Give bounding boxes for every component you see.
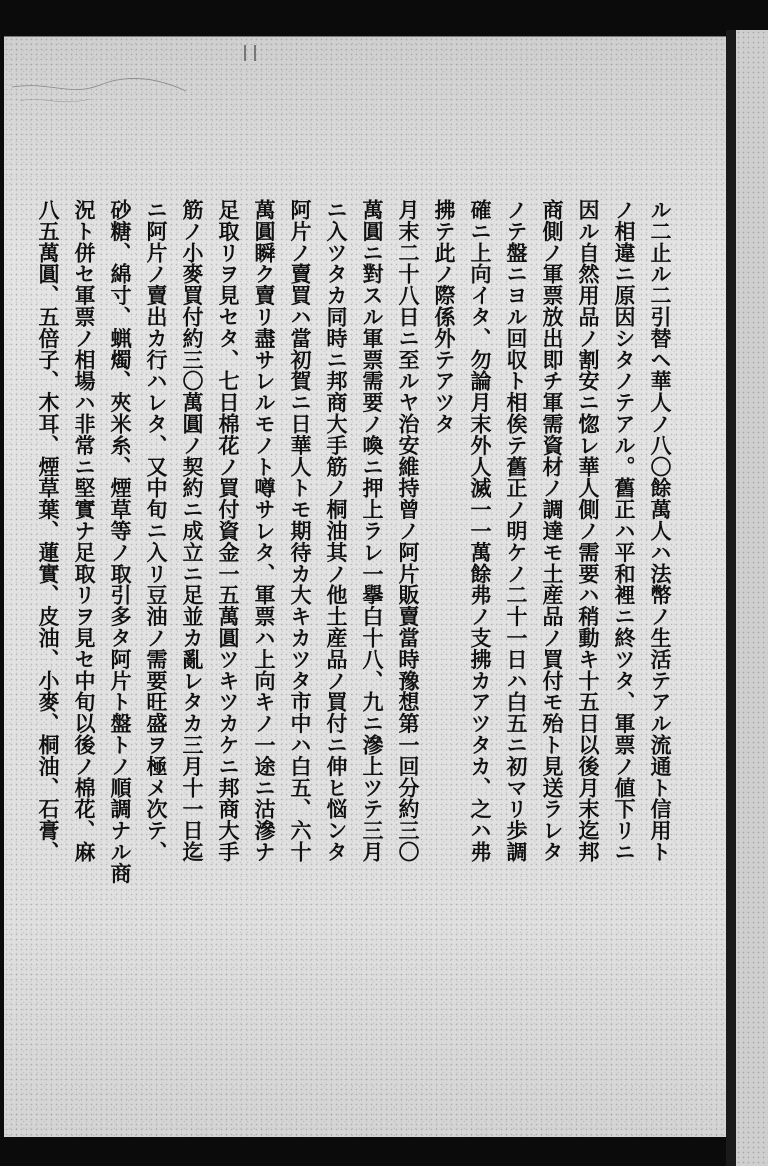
text-column: ノテ盤ニヨル回収ト相俟テ舊正ノ明ケノ二十一日ハ白五ニ初マリ歩調 xyxy=(504,199,529,863)
text-column: ニ入ツタカ同時ニ邦商大手筋ノ桐油其ノ他土産品ノ買付ニ伸ヒ悩ンタ xyxy=(324,199,349,863)
text-column: 八五萬圓、五倍子、木耳、煙草葉、蓮實、皮油、小麥、桐油、石膏、 xyxy=(36,199,61,863)
text-column: 況ト併セ軍票ノ相場ハ非常ニ堅實ナ足取リヲ見セ中旬以後ノ棉花、麻 xyxy=(72,199,97,863)
text-column: 因ル自然用品ノ割安ニ惚レ華人側ノ需要ハ稍動キ十五日以後月末迄邦 xyxy=(576,199,601,863)
text-column: 拂テ此ノ際係外テアツタ xyxy=(432,199,457,435)
fiber-scratch xyxy=(10,77,190,137)
vertical-text-body xyxy=(30,199,678,1099)
text-column: ル二止ル二引替ヘ華人ノ八〇餘萬人ハ法幣ノ生活テアル流通ト信用ト xyxy=(648,199,673,863)
adjacent-page-edge xyxy=(736,30,768,1166)
page-gutter-shadow xyxy=(726,30,736,1166)
text-column: 砂糖、綿寸、蝋燭、夾米糸、煙草等ノ取引多タ阿片ト盤トノ順調ナル商 xyxy=(108,199,133,884)
text-column: 萬圓瞬ク賣リ盡サレルモノト噂サレタ、軍票ハ上向キノ一途ニ沽滲ナ xyxy=(252,199,277,863)
text-column: ノ相違ニ原因シタノテアル。舊正ハ平和裡ニ終ツタ、軍票ノ値下リニ xyxy=(612,199,637,863)
text-column: 足取リヲ見セタ、七日棉花ノ買付資金一五萬圓ツキツカケニ邦商大手 xyxy=(216,199,241,863)
text-column: 筋ノ小麥買付約三〇萬圓ノ契約ニ成立ニ足並カ亂レタカ三月十一日迄 xyxy=(180,199,205,863)
text-column: 商側ノ軍票放出即チ軍需資材ノ調達モ土産品ノ買付モ殆ト見送ラレタ xyxy=(540,199,565,863)
text-column: 月末二十八日ニ至ルヤ治安維持曾ノ阿片販賣當時豫想第一回分約三〇 xyxy=(396,199,421,863)
document-page xyxy=(4,36,726,1137)
page-top-mark xyxy=(244,45,256,61)
text-column: 確ニ上向イタ、勿論月末外人滅一一萬餘弗ノ支拂カアツタカ、之ハ弗 xyxy=(468,199,493,863)
text-column: 阿片ノ賣買ハ當初賀ニ日華人トモ期待カ大キカツタ市中ハ白五、六十 xyxy=(288,199,313,863)
text-column: ニ阿片ノ賣出カ行ハレタ、又中旬ニ入リ豆油ノ需要旺盛ヲ極メ次テ、 xyxy=(144,199,169,863)
text-column: 萬圓ニ對スル軍票需要ノ喚ニ押上ラレ一擧白十八、九ニ滲上ツテ三月 xyxy=(360,199,385,863)
